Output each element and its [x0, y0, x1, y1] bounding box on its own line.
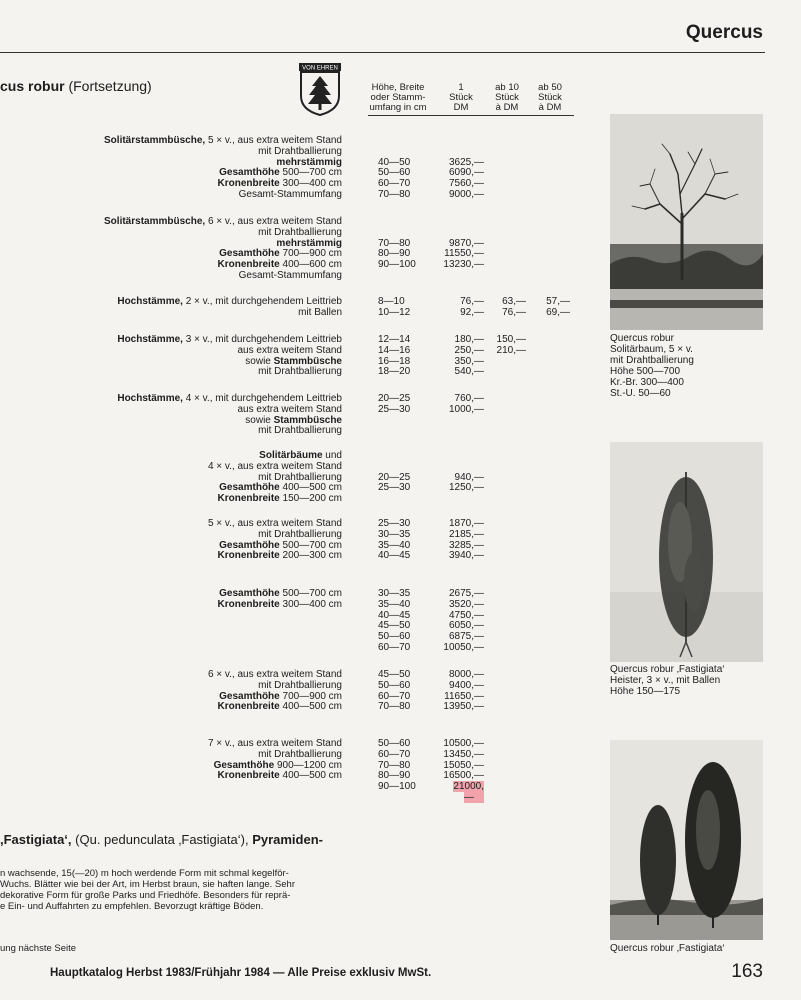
price-1: 3625,—	[448, 156, 484, 168]
size-value: 80—90	[378, 770, 411, 782]
description-text: 5 × v., aus extra weitem Stand	[205, 135, 342, 146]
price-1-column	[440, 335, 484, 378]
size-value: 90—100	[378, 781, 416, 793]
description-text: 900—1200 cm	[274, 759, 342, 771]
description-text: 6 × v., aus extra weitem Stand	[205, 216, 342, 227]
description-text: 400—500 cm	[279, 482, 342, 494]
caption-line: Quercus robur ‚Fastigiata‘	[610, 943, 725, 954]
price-1: 9400,—	[448, 679, 484, 691]
description-bold: Kronenbreite	[217, 770, 280, 782]
size-value-column	[378, 739, 438, 793]
price-1: 11650,—	[444, 690, 484, 702]
description-text: mit Drahtballierung	[258, 679, 342, 691]
description-text: sowie	[245, 414, 274, 426]
product-description	[42, 589, 342, 611]
description-text: mit Drahtballierung	[258, 471, 342, 483]
col-header-price-1	[444, 83, 478, 113]
price-10: 76,—	[502, 306, 526, 318]
description-line	[42, 551, 342, 562]
col-header-price-10	[490, 83, 524, 113]
price-1: 760,—	[454, 393, 484, 404]
size-value: 20—25	[378, 471, 411, 483]
size-value: 40—45	[378, 609, 411, 621]
description-text: Gesamt-Stammumfang	[238, 269, 342, 281]
caption-line: Höhe 500—700	[610, 366, 681, 377]
price-1: 7560,—	[448, 178, 484, 190]
product-description	[42, 136, 342, 201]
price-1: 1250,—	[448, 482, 484, 494]
col-header-line: umfang in cm	[369, 102, 427, 113]
continuation-note: ung nächste Seite	[0, 943, 77, 954]
size-value: 30—35	[378, 588, 411, 599]
price-1: 9870,—	[448, 237, 484, 249]
size-value: 35—40	[378, 539, 411, 551]
description-text: mit Drahtballierung	[258, 748, 342, 760]
price-10-column	[488, 335, 526, 357]
price-1: 2185,—	[448, 528, 484, 540]
price-1-column	[440, 589, 484, 654]
description-text: und	[322, 450, 342, 461]
description-text: 4 × v., mit durchgehendem Leittrieb	[182, 393, 342, 404]
size-value: 80—90	[378, 248, 411, 260]
fastigiata-bold-2: Pyramiden-	[252, 832, 323, 847]
description-text: 500—700 cm	[279, 167, 342, 179]
price-10: 150,—	[496, 334, 526, 345]
price-1: 16500,—	[443, 770, 484, 782]
description-bold: Stammbüsche	[273, 414, 342, 426]
product-description	[42, 394, 342, 437]
price-10: 210,—	[496, 344, 526, 356]
price-1: 540,—	[454, 366, 484, 378]
paragraph-line: n wachsende, 15(—20) m hoch werdende Form mit schmal kegelför-	[0, 868, 289, 879]
price-1: 3520,—	[448, 598, 484, 610]
size-value: 10—12	[378, 306, 411, 318]
description-line	[42, 308, 342, 319]
description-text: 300—400 cm	[279, 178, 342, 190]
description-bold: Kronenbreite	[217, 178, 280, 190]
price-1: 6050,—	[448, 620, 484, 632]
size-value: 8—10	[378, 296, 405, 307]
price-50: 57,—	[546, 296, 570, 307]
highlighted-price: 21000,—	[453, 781, 484, 803]
size-value-column	[378, 473, 438, 495]
description-text: aus extra weitem Stand	[237, 344, 342, 356]
description-line	[42, 702, 342, 713]
description-text: mit Drahtballierung	[258, 528, 342, 540]
photo-fastigiata-trees	[610, 740, 763, 940]
fastigiata-heading	[0, 832, 323, 847]
product-description	[42, 335, 342, 378]
description-text: 300—400 cm	[279, 598, 342, 610]
price-1-column	[440, 158, 484, 201]
description-bold: Stammbüsche	[273, 355, 342, 367]
description-bold: Kronenbreite	[217, 598, 280, 610]
col-header-line: ab 10	[495, 82, 519, 93]
price-1-column	[440, 473, 484, 495]
fastigiata-normal: (Qu. pedunculata ‚Fastigiata‘),	[71, 832, 253, 847]
price-1: 11550,—	[444, 248, 484, 260]
logo-text: VON EHREN	[302, 65, 338, 72]
price-1: 15050,—	[443, 759, 484, 771]
price-1: 8000,—	[448, 669, 484, 680]
size-value-column	[378, 158, 438, 201]
price-10-column	[488, 297, 526, 319]
description-line	[42, 426, 342, 437]
price-1: 76,—	[460, 296, 484, 307]
fastigiata-description	[0, 868, 360, 912]
description-bold: Kronenbreite	[217, 493, 280, 505]
size-value: 50—60	[378, 679, 411, 691]
size-value: 30—35	[378, 528, 411, 540]
description-line	[42, 600, 342, 611]
description-bold: Solitärstammbüsche,	[104, 216, 206, 227]
caption-line: Quercus robur	[610, 333, 674, 344]
size-value: 70—80	[378, 701, 411, 713]
price-1-column	[440, 239, 484, 271]
col-header-size	[366, 83, 430, 113]
col-header-line: 1	[458, 82, 464, 93]
price-1-column	[440, 394, 484, 416]
description-text: mit Drahtballierung	[258, 425, 342, 437]
nursery-logo	[298, 62, 342, 116]
price-10: 63,—	[502, 296, 526, 307]
description-text: mit Ballen	[298, 306, 342, 318]
col-header-line: DM	[453, 102, 469, 113]
description-bold: Gesamthöhe	[219, 690, 280, 702]
size-value: 14—16	[378, 344, 411, 356]
size-value: 70—80	[378, 759, 411, 771]
product-description	[42, 217, 342, 282]
size-value-column	[378, 239, 438, 271]
description-bold: Solitärstammbüsche,	[104, 135, 206, 146]
description-bold: Kronenbreite	[217, 550, 280, 562]
description-line	[42, 771, 342, 782]
description-text: 150—200 cm	[279, 493, 342, 505]
col-header-line: Stück	[538, 92, 562, 103]
size-value: 25—30	[378, 482, 411, 494]
size-value: 20—25	[378, 393, 411, 404]
paragraph-line: Wuchs. Blätter wie bei der Art, im Herbst braun, sie haften lange. Sehr	[0, 879, 295, 890]
description-bold: Hochstämme,	[117, 296, 183, 307]
size-value: 45—50	[378, 620, 411, 632]
description-line	[42, 190, 342, 201]
size-value: 60—70	[378, 748, 411, 760]
product-description	[42, 670, 342, 713]
price-1: 3285,—	[448, 539, 484, 551]
caption-line: mit Drahtballierung	[610, 355, 694, 366]
price-1: 180,—	[454, 334, 484, 345]
description-bold: mehrstämmig	[276, 237, 342, 249]
size-value: 70—80	[378, 237, 411, 249]
paragraph-line: dekorative Form für große Parks und Friedhöfe. Besonders für reprä-	[0, 890, 291, 901]
description-bold: Kronenbreite	[217, 259, 280, 271]
col-header-line: Stück	[495, 92, 519, 103]
size-value: 18—20	[378, 366, 411, 378]
description-line	[42, 494, 342, 505]
description-text: 500—700 cm	[279, 539, 342, 551]
price-1: 350,—	[454, 355, 484, 367]
price-50-column	[534, 297, 570, 319]
description-bold: Hochstämme,	[117, 334, 183, 345]
description-text: mit Drahtballierung	[258, 366, 342, 378]
size-value: 25—30	[378, 518, 411, 529]
price-1: 1000,—	[448, 403, 484, 415]
price-1: 4750,—	[448, 609, 484, 621]
description-bold: Kronenbreite	[217, 701, 280, 713]
caption-line: Heister, 3 × v., mit Ballen	[610, 675, 721, 686]
price-1: 6090,—	[448, 167, 484, 179]
price-1-column	[440, 297, 484, 319]
caption-line: Kr.-Br. 300—400	[610, 377, 684, 388]
description-bold: Gesamthöhe	[219, 167, 280, 179]
genus-title: Quercus	[685, 22, 763, 43]
description-line	[42, 271, 342, 282]
description-bold: Hochstämme,	[117, 393, 183, 404]
price-50: 69,—	[546, 306, 570, 318]
description-line	[42, 367, 342, 378]
size-value: 70—80	[378, 188, 411, 200]
price-1: 10500,—	[443, 738, 484, 749]
product-description	[42, 739, 342, 782]
product-description	[42, 297, 342, 319]
size-value: 35—40	[378, 598, 411, 610]
price-1: 13230,—	[443, 259, 484, 271]
footer-text: Hauptkatalog Herbst 1983/Frühjahr 1984 — Alle Preise exklusiv MwSt.	[50, 967, 432, 979]
price-1: 250,—	[454, 344, 484, 356]
price-1-column	[440, 519, 484, 562]
size-value: 50—60	[378, 738, 411, 749]
caption-line: St.-U. 50—60	[610, 388, 671, 399]
price-1: 13950,—	[443, 701, 484, 713]
description-text: 500—700 cm	[279, 588, 342, 599]
size-value: 40—50	[378, 156, 411, 168]
size-value: 25—30	[378, 403, 411, 415]
size-value: 40—45	[378, 550, 411, 562]
header-rule	[0, 52, 765, 53]
caption-line: Höhe 150—175	[610, 686, 681, 697]
description-text: 200—300 cm	[279, 550, 342, 562]
size-value-column	[378, 670, 438, 713]
price-1: 13450,—	[443, 748, 484, 760]
description-text: mit Drahtballierung	[258, 226, 342, 238]
description-text: 400—600 cm	[279, 259, 342, 271]
description-line	[42, 297, 342, 308]
description-text: 400—500 cm	[279, 701, 342, 713]
description-bold: Gesamthöhe	[219, 482, 280, 494]
col-header-line: à DM	[495, 102, 519, 113]
description-text: 6 × v., aus extra weitem Stand	[207, 669, 342, 680]
col-header-line: oder Stamm-	[370, 92, 426, 103]
size-value-column	[378, 335, 438, 378]
size-value-column	[378, 519, 438, 562]
description-bold: Gesamthöhe	[219, 248, 280, 260]
product-description	[42, 519, 342, 562]
description-bold: Gesamthöhe	[213, 759, 275, 771]
price-1: 3940,—	[448, 550, 484, 562]
description-text: 5 × v., aus extra weitem Stand	[207, 518, 342, 529]
description-text: 3 × v., mit durchgehendem Leittrieb	[182, 334, 342, 345]
price-1: 9000,—	[448, 188, 484, 200]
description-bold: Gesamthöhe	[219, 539, 280, 551]
price-1-column	[440, 739, 484, 804]
description-text: 7 × v., aus extra weitem Stand	[207, 738, 342, 749]
size-value: 60—70	[378, 690, 411, 702]
caption-line: Quercus robur ‚Fastigiata‘	[610, 664, 725, 675]
price-1: 6875,—	[448, 631, 484, 643]
paragraph-line: e Ein- und Auffahrten zu empfehlen. Bevorzugt kräftige Böden.	[0, 901, 264, 912]
photo-fastigiata-heister	[610, 442, 763, 662]
size-value: 60—70	[378, 178, 411, 190]
description-text: 400—500 cm	[279, 770, 342, 782]
species-note: (Fortsetzung)	[68, 78, 152, 94]
price-1: 10050,—	[443, 641, 484, 653]
price-1: 92,—	[460, 306, 484, 318]
col-header-line: ab 50	[538, 82, 562, 93]
description-bold: Gesamthöhe	[219, 588, 280, 599]
description-text: Gesamt-Stammumfang	[238, 188, 342, 200]
col-header-line: à DM	[538, 102, 562, 113]
size-value: 90—100	[378, 259, 416, 271]
size-value: 50—60	[378, 167, 411, 179]
price-1-column	[440, 670, 484, 713]
description-text: 4 × v., aus extra weitem Stand	[207, 460, 342, 472]
size-value-column	[378, 297, 438, 319]
size-value: 60—70	[378, 641, 411, 653]
caption-1	[610, 333, 694, 399]
description-bold: Solitärbäume	[259, 450, 323, 461]
photo-oak-solitaer	[610, 114, 763, 330]
description-text: mit Drahtballierung	[258, 145, 342, 157]
caption-3	[610, 943, 725, 954]
col-header-line: Höhe, Breite	[371, 82, 425, 93]
price-1: 940,—	[454, 471, 484, 483]
size-value: 50—60	[378, 631, 411, 643]
species-name: cus robur	[0, 78, 65, 94]
size-value-column	[378, 394, 438, 416]
description-text: sowie	[245, 355, 274, 367]
caption-line: Solitärbaum, 5 × v.	[610, 344, 693, 355]
size-value-column	[378, 589, 438, 654]
price-1: 2675,—	[448, 588, 484, 599]
col-header-line: Stück	[449, 92, 473, 103]
size-value: 16—18	[378, 355, 411, 367]
description-bold: mehrstämmig	[276, 156, 342, 168]
fastigiata-bold-1: ,Fastigiata‘,	[0, 832, 72, 847]
col-header-price-50	[533, 83, 567, 113]
description-text: aus extra weitem Stand	[237, 403, 342, 415]
size-value: 45—50	[378, 669, 411, 680]
description-text: 2 × v., mit durchgehendem Leittrieb	[182, 296, 342, 307]
caption-2	[610, 664, 725, 697]
price-1: 1870,—	[448, 518, 484, 529]
species-title	[0, 78, 152, 94]
description-text: 700—900 cm	[279, 690, 342, 702]
page-number: 163	[731, 961, 763, 982]
description-text: 700—900 cm	[279, 248, 342, 260]
column-header-rule	[368, 115, 574, 116]
size-value: 12—14	[378, 334, 411, 345]
product-description	[42, 451, 342, 505]
